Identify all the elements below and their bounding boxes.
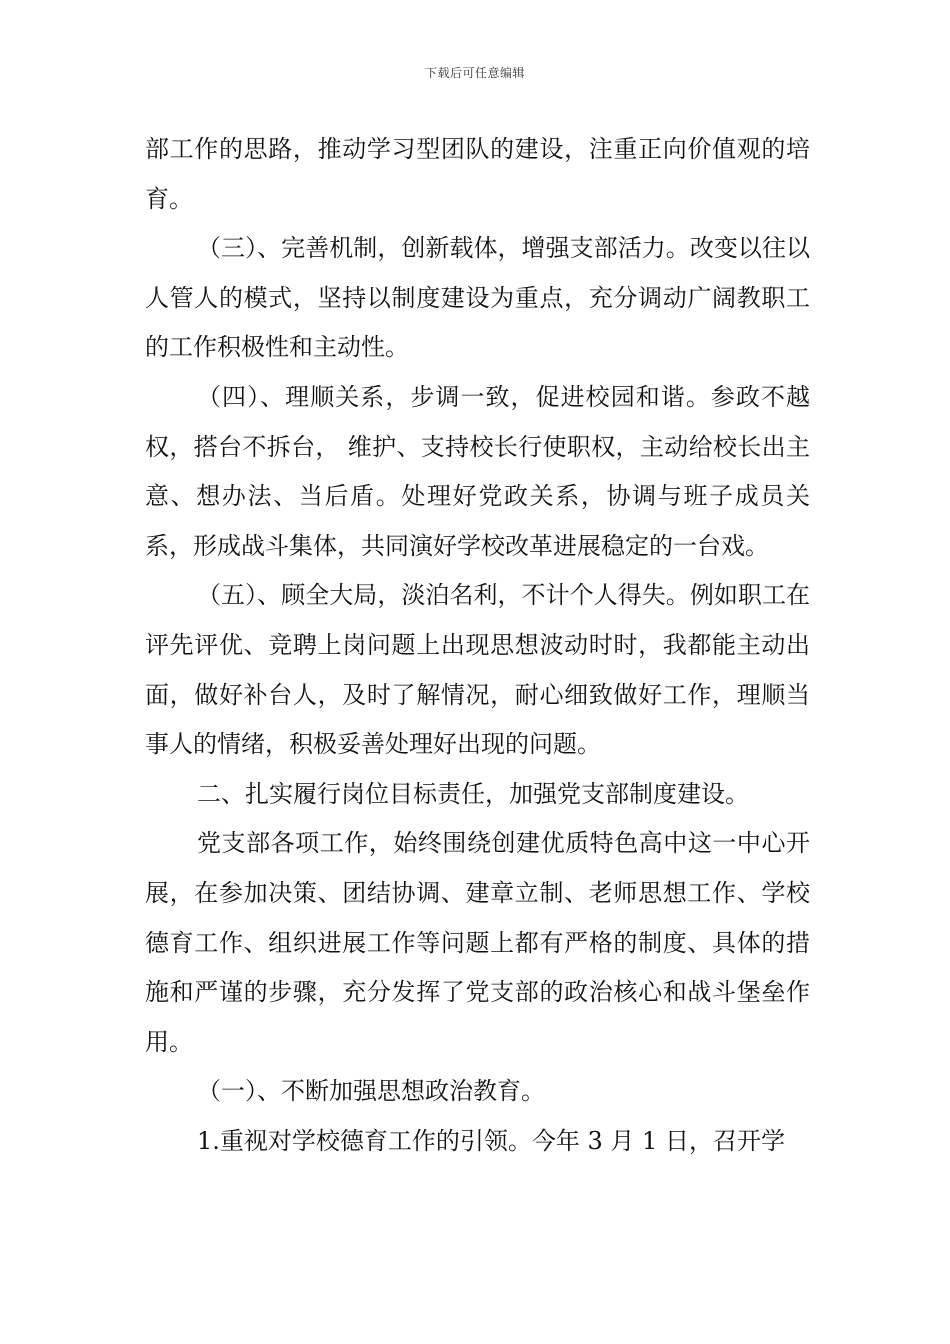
paragraph-3: （四）、理顺关系，步调一致，促进校园和谐。参政不越权，搭台不拆台， 维护、支持校长行使职权，主动给校长出主意、想办法、当后盾。处理好党政关系，协调与班子成员关系，形成战斗集体，共同演好学校改革进展稳定的一台戏。 bbox=[145, 382, 810, 560]
paragraph-1: 部工作的思路，推动学习型团队的建设，注重正向价值观的培育。 bbox=[145, 135, 810, 213]
paragraph-4: （五）、顾全大局，淡泊名利，不计个人得失。例如职工在评先评优、竞聘上岗问题上出现思想波动时时，我都能主动出面，做好补台人，及时了解情况，耐心细致做好工作，理顺当事人的情绪，积极妥善处理好出现的问题。 bbox=[145, 581, 810, 759]
paragraph-8: 1.重视对学校德育工作的引领。今年 3 月 1 日，召开学 bbox=[197, 1126, 785, 1155]
page-header: 下载后可任意编辑 bbox=[424, 66, 525, 80]
document-body bbox=[145, 125, 810, 1166]
paragraph-2: （三）、完善机制，创新载体，增强支部活力。改变以往以人管人的模式，坚持以制度建设为重点，充分调动广阔教职工的工作积极性和主动性。 bbox=[145, 234, 810, 362]
paragraph-7-subheading: （一）、不断加强思想政治教育。 bbox=[197, 1077, 545, 1106]
paragraph-5-heading: 二、扎实履行岗位目标责任，加强党支部制度建设。 bbox=[197, 779, 749, 808]
paragraph-6: 党支部各项工作，始终围绕创建优质特色高中这一中心开展，在参加决策、团结协调、建章立制、老师思想工作、学校德育工作、组织进展工作等问题上都有严格的制度、具体的措施和严谨的步骤，充分发挥了党支部的政治核心和战斗堡垒作用。 bbox=[145, 829, 810, 1056]
